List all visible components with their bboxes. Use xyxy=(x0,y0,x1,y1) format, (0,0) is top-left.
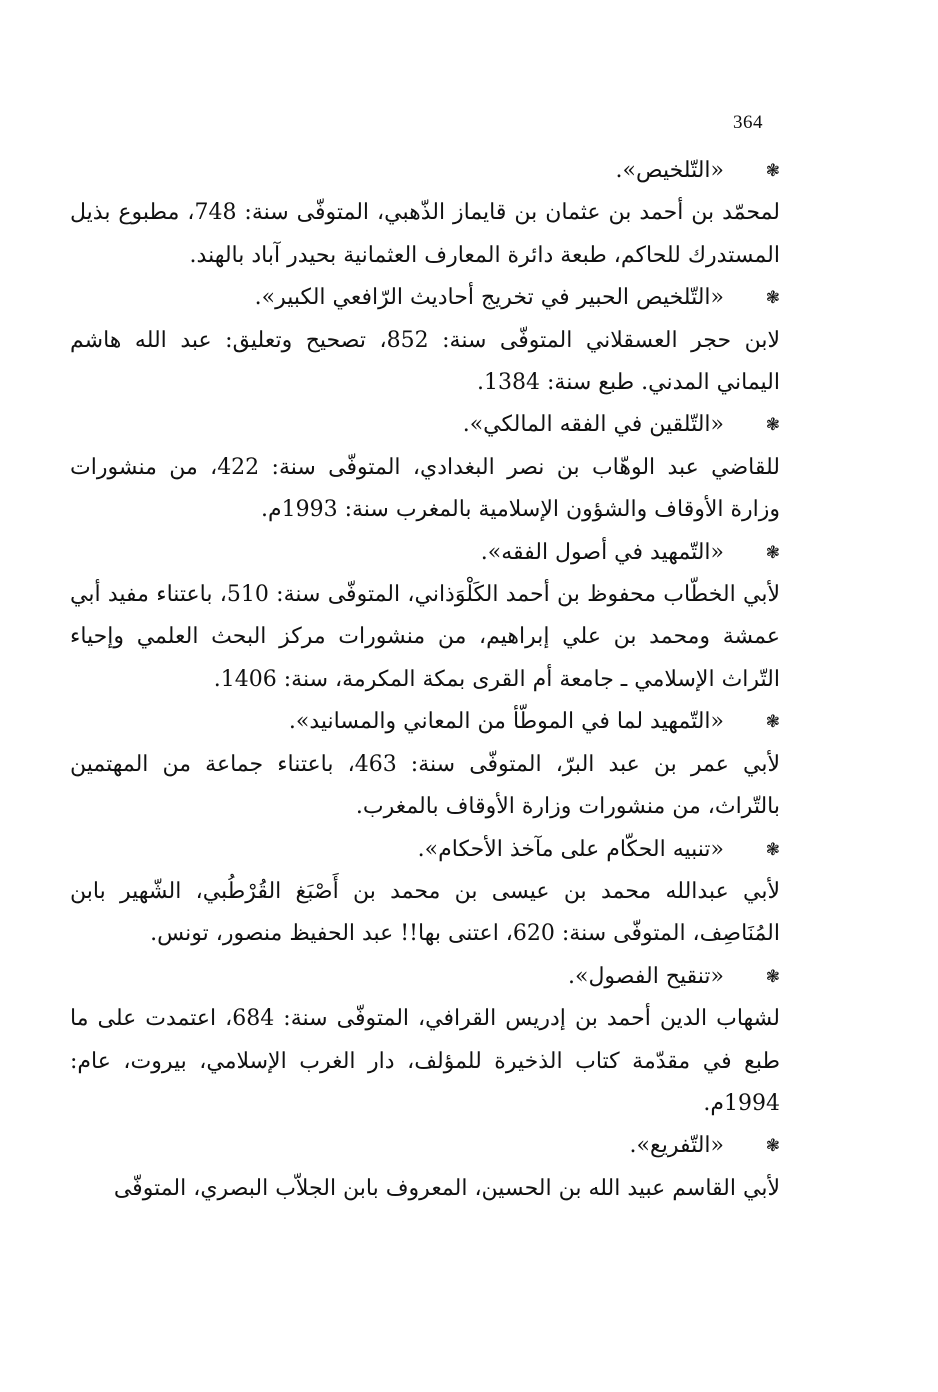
entry-body: للقاضي عبد الوهّاب بن نصر البغدادي، المتوفّى سنة: 422، من منشورات وزارة الأوقاف والشؤون الإسلامية بالمغرب سنة: 1993م. xyxy=(70,454,780,523)
entry-title-text: «التّلخيص الحبير في تخريج أحاديث الرّافعي الكبير». xyxy=(254,285,724,311)
entry-title-text: «تنبيه الحكّام على مآخذ الأحكام». xyxy=(417,836,724,862)
bibliography-entry xyxy=(70,404,780,531)
entry-title xyxy=(70,404,780,446)
bibliography-entry xyxy=(70,701,780,828)
star-bullet-icon: ❃ xyxy=(765,966,780,987)
star-bullet-icon: ❃ xyxy=(765,288,780,309)
entry-title-text: «التّفريع». xyxy=(629,1133,724,1159)
entry-body: لابن حجر العسقلاني المتوفّى سنة: 852، تصحيح وتعليق: عبد الله هاشم اليماني المدني. طبع سنة: 1384. xyxy=(70,327,781,396)
page-number: 364 xyxy=(733,112,763,133)
bibliography-entry xyxy=(70,829,780,956)
bibliography-entry xyxy=(70,532,780,702)
entry-body: لمحمّد بن أحمد بن عثمان بن قايماز الذّهبي، المتوفّى سنة: 748، مطبوع بذيل المستدرك للحاكم، طبعة دائرة المعارف العثمانية بحيدر آباد بالهند. xyxy=(70,200,780,268)
bibliography-entry xyxy=(70,1125,780,1210)
entry-body: لأبي القاسم عبيد الله بن الحسين، المعروف بابن الجلاّب البصري، المتوفّى xyxy=(113,1175,780,1201)
entry-title-text: «التّلقين في الفقه المالكي». xyxy=(462,412,724,438)
entry-body: لشهاب الدين أحمد بن إدريس القرافي، المتوفّى سنة: 684، اعتمدت على ما طبع في مقدّمة كتاب الذخيرة للمؤلف، دار الغرب الإسلامي، بيروت، عام: 1994م. xyxy=(70,1006,781,1116)
bibliography-entry xyxy=(70,956,780,1126)
entry-title-text: «التّلخيص». xyxy=(615,158,724,183)
entry-title xyxy=(70,956,780,998)
entry-title-text: «التّمهيد لما في الموطّأ من المعاني والمسانيد». xyxy=(288,709,724,735)
star-bullet-icon: ❃ xyxy=(765,161,780,181)
entry-body: لأبي الخطّاب محفوظ بن أحمد الكَلْوَذاني، المتوفّى سنة: 510، باعتناء مفيد أبي عمشة ومحمد بن علي إبراهيم، من منشورات مركز البحث العلمي وإحياء التّراث الإسلامي ـ جامعة أم القرى بمكة المكرمة، سنة: 1406. xyxy=(70,582,781,692)
entry-title xyxy=(70,532,780,574)
entry-title-text: «تنقيح الفصول». xyxy=(567,963,724,989)
entry-title xyxy=(70,829,780,871)
star-bullet-icon: ❃ xyxy=(765,542,780,563)
star-bullet-icon: ❃ xyxy=(765,839,780,860)
entry-body: لأبي عبدالله محمد بن عيسى بن محمد بن أَصْبَغ القُرْطُبي، الشّهير بابن المُنَاصِف، المتوفّى سنة: 620، اعتنى بها!! عبد الحفيظ منصور، تونس. xyxy=(70,878,780,947)
bibliography-entry xyxy=(70,277,780,404)
star-bullet-icon: ❃ xyxy=(765,415,780,436)
bibliography-entry xyxy=(70,150,780,277)
entry-title xyxy=(70,1125,780,1167)
entry-title xyxy=(70,277,780,319)
entry-title-text: «التّمهيد في أصول الفقه». xyxy=(480,539,724,565)
entry-title xyxy=(70,701,780,743)
star-bullet-icon: ❃ xyxy=(765,1136,780,1157)
bibliography-list xyxy=(70,150,780,1210)
entry-body: لأبي عمر بن عبد البرّ، المتوفّى سنة: 463، باعتناء جماعة من المهتمين بالتّراث، من منشورات وزارة الأوقاف بالمغرب. xyxy=(70,751,780,820)
star-bullet-icon: ❃ xyxy=(765,712,780,733)
entry-title xyxy=(70,150,780,192)
